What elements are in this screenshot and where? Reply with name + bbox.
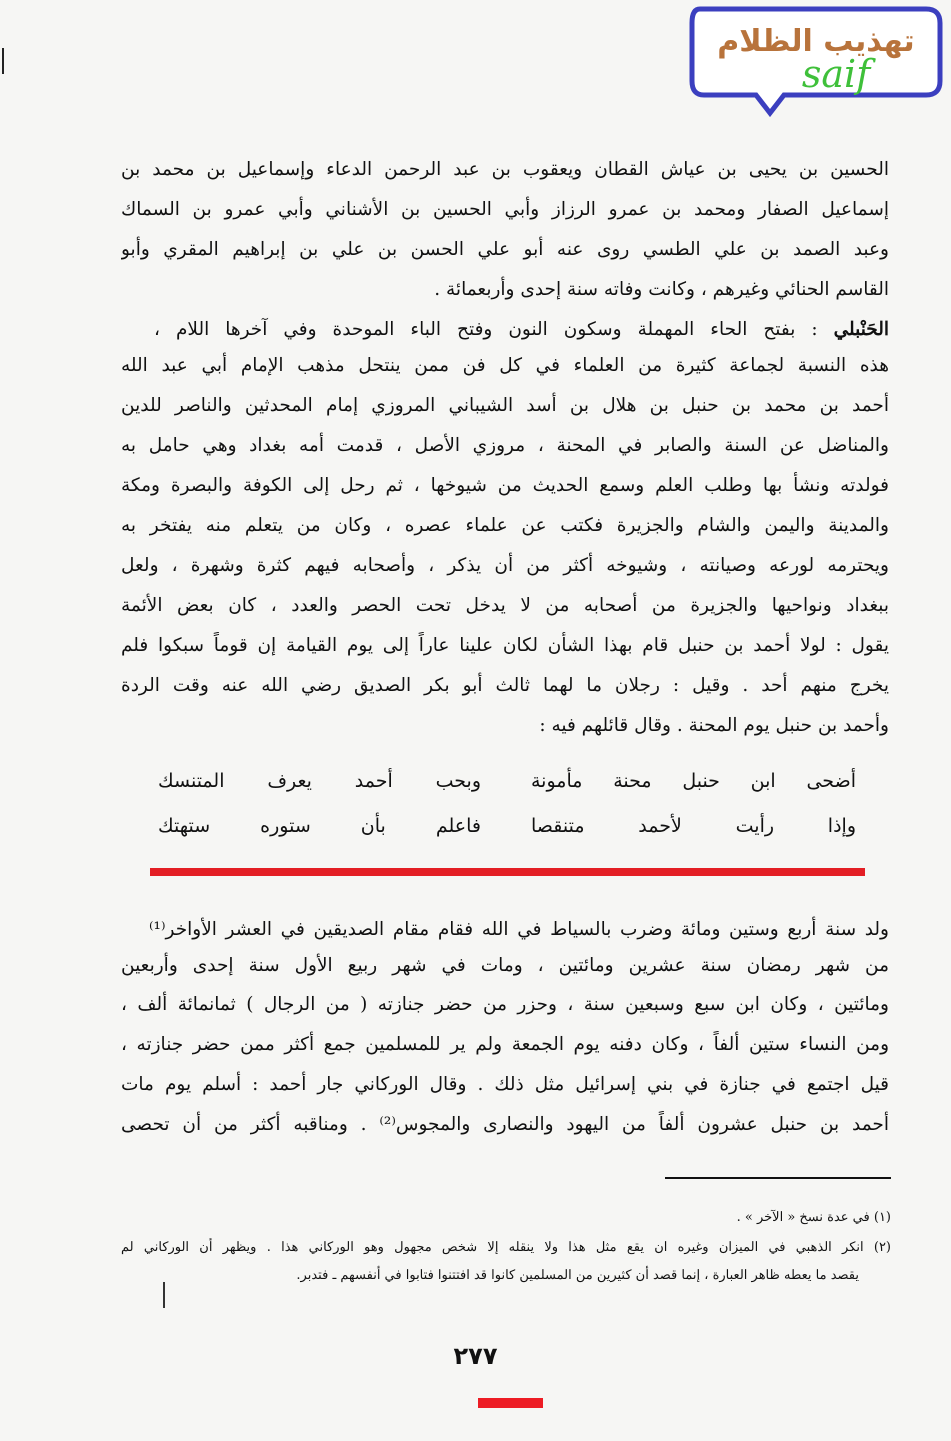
text-line: ومن النساء ستين ألفاً ، وكان دفنه يوم الجمعة ولم ير للمسلمين جمع أكثر ممن حضر جنازته ، [121, 1034, 889, 1055]
text-line: من شهر رمضان سنة عشرين ومائتين ، ومات في شهر ربيع الأول سنة إحدى وأربعين [121, 955, 889, 976]
text-line: الحسين بن يحيى بن عياش القطان ويعقوب بن عبد الرحمن الدعاء وإسماعيل بن محمد بن [121, 159, 889, 180]
footnote-1: (١) في عدة نسخ « الآخر » . [736, 1210, 891, 1225]
text-line: والمناضل عن السنة والصابر في المحنة ، مروزي الأصل ، قدمت أمه بغداد وهي حامل به [121, 435, 889, 456]
text-line: وعبد الصمد بن علي الطسي روى عنه أبو علي الحسن بن علي بن إبراهيم المقري وأبو [121, 239, 889, 260]
verse-2-first-hemistich: وإذا رأيت لأحمد متنقصا [531, 815, 856, 837]
text-line: فولدته ونشأ بها وطلب العلم وسمع الحديث من شيوخها ، ثم رحل إلى الكوفة والبصرة ومكة [121, 475, 889, 496]
text-line: ببغداد ونواحيها والجزيرة من أصحابه من لا يدخل تحت الحصر والعدد ، كان بعض الأئمة [121, 595, 889, 616]
logo-latin-text: saif [801, 52, 871, 96]
text-line: وأحمد بن حنبل يوم المحنة . وقال قائلهم فيه : [539, 715, 889, 736]
text-line: القاسم الحنائي وغيرهم ، وكانت وفاته سنة إحدى وأربعمائة . [434, 279, 889, 300]
verse-1-second-hemistich: وبحب أحمد يعرف المتنسك [158, 770, 481, 792]
bottom-red-bar [478, 1398, 543, 1408]
verse-1-first-hemistich: أضحى ابن حنبل محنة مأمونة [531, 770, 856, 792]
footnote-separator [665, 1177, 891, 1179]
text-line: يقول : لولا أحمد بن حنبل قام بهذا الشأن لكان علينا عاراً إلى يوم القيامة إن قوماً سبكوا فلم [121, 635, 889, 656]
footnote-2-continued: يقصد ما يعطه ظاهر العبارة ، إنما قصد أن كثيرين من المسلمين كانوا قد افتتنوا فتابوا في أنفسهم ـ فتدبر. [296, 1268, 859, 1283]
text-line: ومائتين ، وكان ابن سبع وسبعين سنة ، وحزر من حضر جنازته ( من الرجال ) ثمانمائة ألف ، [121, 994, 889, 1015]
page-number: ٢٧٧ [453, 1342, 498, 1370]
margin-mark [2, 48, 4, 74]
text-line: إسماعيل الصفار ومحمد بن عمرو الرزاز وأبي الحسين بن الأشناني وأبي عمرو بن السماك [121, 199, 889, 220]
entry-headword: الحَنْبلي [833, 319, 889, 340]
verse-2-second-hemistich: فاعلم بأن ستوره ستهتك [158, 815, 481, 837]
footnote-2: (٢) انكر الذهبي في الميزان وغيره ان يقع مثل هذا ولا ينقله إلا شخص مجهول وهو الوركاني هذا . ويظهر أن الوركاني لم [121, 1240, 891, 1255]
text-line: ويحترمه لورعه وصيانته ، وشيوخه أكثر من أن يذكر ، وأصحابه فيهم كثرة وشهرة ، ولعل [121, 555, 889, 576]
text-line: ولد سنة أربع وستين ومائة وضرب بالسياط في الله فقام مقام الصديقين في العشر الأواخر⁽¹⁾ [149, 919, 889, 940]
text-line: والمدينة واليمن والشام والجزيرة فكتب عن علماء عصره ، وكان من يتعلم منه يفتخر به [121, 515, 889, 536]
logo-arabic-text: تهذيب الظلام [717, 24, 915, 59]
text-line: يخرج منهم أحد . وقيل : رجلان ما لهما ثالث أبو بكر الصديق رضي الله عنه وقت الردة [121, 675, 889, 696]
margin-mark [163, 1282, 165, 1308]
text-line: قيل اجتمع في جنازة في بني إسرائيل مثل ذلك . وقال الوركاني جار أحمد : أسلم يوم مات [121, 1074, 889, 1095]
text-line: أحمد بن حنبل عشرون ألفاً من اليهود والنصارى والمجوس⁽²⁾ . ومناقبه أكثر من أن تحصى [121, 1114, 889, 1135]
entry-first-line [154, 316, 889, 344]
entry-first-line-text: : بفتح الحاء المهملة وسكون النون وفتح الباء الموحدة وفي آخرها اللام ، [154, 319, 818, 340]
red-divider [150, 868, 865, 876]
text-line: هذه النسبة لجماعة كثيرة من العلماء في كل فن ممن ينتحل مذهب الإمام أبي عبد الله [121, 355, 889, 376]
logo-image [686, 3, 946, 118]
text-line: أحمد بن محمد بن حنبل بن هلال بن أسد الشيباني المروزي إمام المحدثين والناصر للدين [121, 395, 889, 416]
